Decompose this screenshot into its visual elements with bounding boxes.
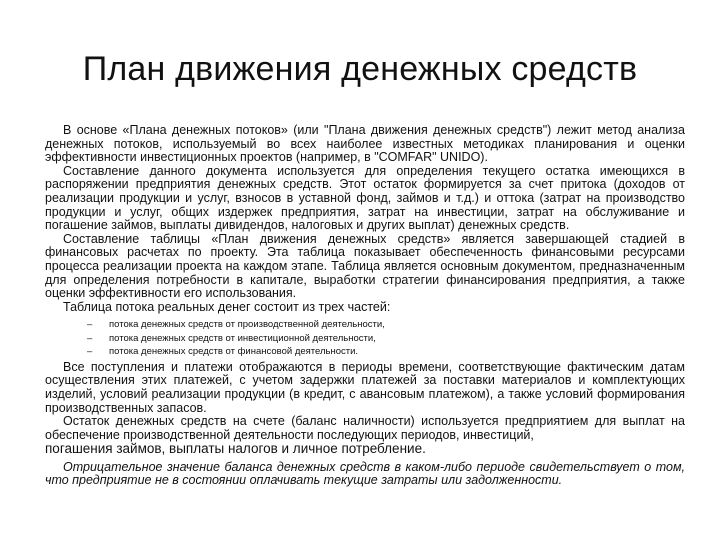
list-item-text: потока денежных средств от производственной деятельности, (109, 319, 385, 331)
paragraph-balance: Остаток денежных средств на счете (баланс наличности) используется предприятием для выплат на обеспечение производственной деятельности последующих периодов, инвестиций, (45, 414, 685, 442)
list-item (45, 318, 685, 332)
paragraph-table: Составление таблицы «План движения денежных средств» является завершающей стадией в финансовых расчетах по проекту. Эта таблица показывает обеспеченность финансовыми ресурсами процесса реализации проекта на каждом этапе. Таблица является основным документом, предназначенным для определения потребности в капитале, выработки стратегии финансирования предприятия, а также оценки эффективности его использования. (45, 231, 685, 301)
slide-title: План движения денежных средств (82, 50, 638, 88)
dash-marker: – (87, 332, 93, 344)
parts-list (45, 318, 685, 359)
dash-marker: – (87, 346, 93, 358)
list-item (45, 345, 685, 359)
dash-marker: – (87, 319, 93, 331)
paragraph-parts-intro: Таблица потока реальных денег состоит из трех частей: (63, 299, 391, 314)
paragraph-method: В основе «Плана денежных потоков» (или "Плана движения денежных средств") лежит метод анализа денежных потоков, используемый во всех наиболее известных методиках планирования и оценки эффективности инвестиционных проектов (например, в "COMFAR" UNIDO). (45, 123, 685, 165)
paragraph-purpose: Составление данного документа используется для определения текущего остатка имеющихся в распоряжении предприятия денежных средств. Этот остаток формируется за счет притока (доходов от реализации продукции и услуг, взносов в уставной фонд, займов и т.д.) и оттока (затрат на производство продукции и услуг, общих издержек предприятия, затрат на инвестиции, затрат на обслуживание и погашение займов, выплаты дивидендов, налоговых и других выплат) денежных средств. (45, 163, 685, 233)
paragraph-payments: Все поступления и платежи отображаются в периоды времени, соответствующие фактическим датам осуществления этих платежей, с учетом задержки платежей за поставки материалов и комплектующих изделий, условий реализации продукции (в кредит, с авансовым платежом), а также условий формирования производственных запасов. (45, 359, 685, 415)
list-item-text: потока денежных средств от финансовой деятельности. (109, 346, 359, 358)
list-item-text: потока денежных средств от инвестиционной деятельности, (109, 332, 376, 344)
italic-note: Отрицательное значение баланса денежных средств в каком-либо периоде свидетельствует о том, что предприятие не в состоянии оплачивать текущие затраты или задолженности. (45, 459, 685, 488)
paragraph-balance-end: погашения займов, выплаты налогов и личное потребление. (45, 441, 426, 457)
list-item (45, 332, 685, 346)
slide-body (45, 124, 685, 488)
